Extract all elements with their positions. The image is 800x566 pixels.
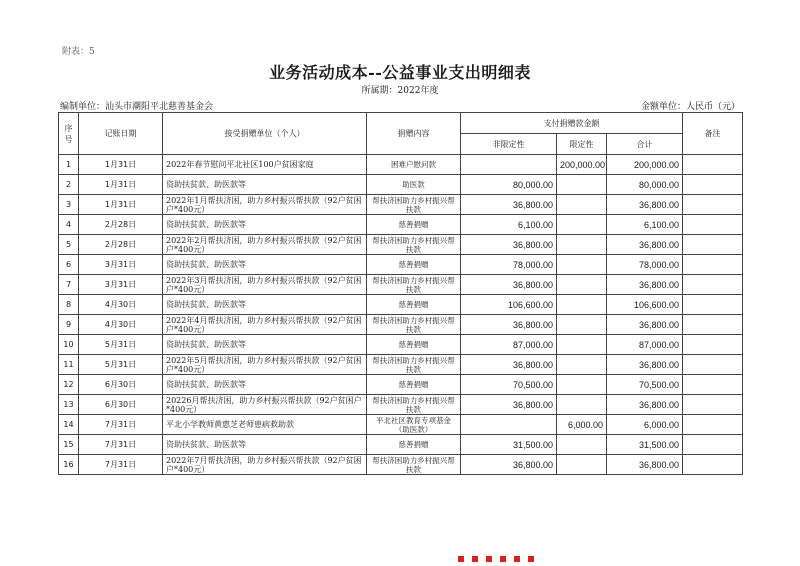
row-recipient: 资助扶贫款、助医款等 [163, 215, 367, 235]
col-header-recipient: 接受捐赠单位（个人） [163, 113, 367, 155]
row-restricted [557, 395, 607, 415]
expense-table [58, 112, 743, 475]
row-date: 5月31日 [79, 355, 163, 375]
row-restricted [557, 175, 607, 195]
row-non-restricted: 36,800.00 [461, 195, 557, 215]
table-row [59, 375, 743, 395]
row-total: 31,500.00 [607, 435, 683, 455]
row-content: 慈善捐赠 [367, 215, 461, 235]
row-restricted [557, 435, 607, 455]
row-non-restricted: 78,000.00 [461, 255, 557, 275]
row-recipient: 资助扶贫款、助医款等 [163, 175, 367, 195]
row-restricted [557, 315, 607, 335]
row-recipient: 2022年3月帮扶济困，助力乡村振兴帮扶款（92户贫困户*400元） [163, 275, 367, 295]
row-non-restricted [461, 415, 557, 435]
row-no: 16 [59, 455, 79, 475]
table-header-row-1 [59, 113, 743, 134]
row-restricted: 6,000.00 [557, 415, 607, 435]
row-no: 6 [59, 255, 79, 275]
row-remark [683, 335, 743, 355]
row-recipient: 20226月帮扶济困，助力乡村振兴帮扶款（92户贫困户*400元） [163, 395, 367, 415]
row-recipient: 资助扶贫款、助医款等 [163, 435, 367, 455]
row-no: 11 [59, 355, 79, 375]
row-date: 3月31日 [79, 255, 163, 275]
row-total: 87,000.00 [607, 335, 683, 355]
row-non-restricted: 31,500.00 [461, 435, 557, 455]
row-date: 4月30日 [79, 295, 163, 315]
row-recipient: 资助扶贫款、助医款等 [163, 335, 367, 355]
row-no: 9 [59, 315, 79, 335]
row-no: 14 [59, 415, 79, 435]
table-row [59, 195, 743, 215]
table-row [59, 335, 743, 355]
row-total: 36,800.00 [607, 275, 683, 295]
row-non-restricted: 36,800.00 [461, 315, 557, 335]
row-remark [683, 275, 743, 295]
row-no: 2 [59, 175, 79, 195]
row-non-restricted: 36,800.00 [461, 275, 557, 295]
table-row [59, 275, 743, 295]
row-restricted [557, 275, 607, 295]
row-content: 困难户慰问款 [367, 155, 461, 175]
row-non-restricted: 36,800.00 [461, 395, 557, 415]
row-restricted [557, 455, 607, 475]
row-remark [683, 295, 743, 315]
row-remark [683, 255, 743, 275]
row-total: 70,500.00 [607, 375, 683, 395]
row-non-restricted [461, 155, 557, 175]
row-recipient: 资助扶贫款、助医款等 [163, 375, 367, 395]
row-non-restricted: 36,800.00 [461, 455, 557, 475]
col-header-content: 捐赠内容 [367, 113, 461, 155]
table-row [59, 155, 743, 175]
row-date: 7月31日 [79, 415, 163, 435]
table-row [59, 435, 743, 455]
row-total: 36,800.00 [607, 355, 683, 375]
row-remark [683, 315, 743, 335]
row-content: 慈善捐赠 [367, 255, 461, 275]
row-remark [683, 395, 743, 415]
row-non-restricted: 70,500.00 [461, 375, 557, 395]
row-remark [683, 175, 743, 195]
attachment-label: 附表：5 [62, 47, 95, 57]
table-row [59, 255, 743, 275]
row-restricted [557, 335, 607, 355]
row-restricted [557, 295, 607, 315]
row-no: 12 [59, 375, 79, 395]
row-remark [683, 415, 743, 435]
row-no: 10 [59, 335, 79, 355]
row-non-restricted: 36,800.00 [461, 235, 557, 255]
row-recipient: 2022年5月帮扶济困，助力乡村振兴帮扶款（92户贫困户*400元） [163, 355, 367, 375]
row-no: 5 [59, 235, 79, 255]
row-no: 7 [59, 275, 79, 295]
row-total: 36,800.00 [607, 235, 683, 255]
table-row [59, 175, 743, 195]
row-remark [683, 355, 743, 375]
col-header-total: 合计 [607, 134, 683, 155]
row-total: 200,000.00 [607, 155, 683, 175]
red-stamp-mark [458, 556, 538, 562]
page-title: 业务活动成本--公益事业支出明细表 [269, 63, 531, 82]
table-row [59, 295, 743, 315]
col-header-restricted: 限定性 [557, 134, 607, 155]
row-content: 慈善捐赠 [367, 295, 461, 315]
col-header-date: 记账日期 [79, 113, 163, 155]
row-remark [683, 455, 743, 475]
row-date: 7月31日 [79, 455, 163, 475]
row-restricted [557, 375, 607, 395]
row-content: 帮扶济困助力乡村振兴帮扶款 [367, 195, 461, 215]
row-no: 1 [59, 155, 79, 175]
row-date: 2月28日 [79, 235, 163, 255]
row-content: 帮扶济困助力乡村振兴帮扶款 [367, 355, 461, 375]
row-no: 3 [59, 195, 79, 215]
row-total: 6,000.00 [607, 415, 683, 435]
row-no: 13 [59, 395, 79, 415]
row-total: 36,800.00 [607, 395, 683, 415]
table-body [59, 155, 743, 475]
row-date: 1月31日 [79, 155, 163, 175]
row-recipient: 资助扶贫款、助医款等 [163, 255, 367, 275]
row-non-restricted: 106,600.00 [461, 295, 557, 315]
row-date: 1月31日 [79, 195, 163, 215]
row-total: 6,100.00 [607, 215, 683, 235]
row-recipient: 2022年1月帮扶济困，助力乡村振兴帮扶款（92户贫困户*400元） [163, 195, 367, 215]
row-content: 慈善捐赠 [367, 435, 461, 455]
row-date: 2月28日 [79, 215, 163, 235]
row-content: 慈善捐赠 [367, 375, 461, 395]
row-remark [683, 155, 743, 175]
table-row [59, 415, 743, 435]
row-content: 帮扶济困助力乡村振兴帮扶款 [367, 275, 461, 295]
row-restricted [557, 255, 607, 275]
row-restricted [557, 235, 607, 255]
row-date: 5月31日 [79, 335, 163, 355]
row-content: 帮扶济困助力乡村振兴帮扶款 [367, 235, 461, 255]
org-label: 编制单位：汕头市潮阳平北慈善基金会 [60, 102, 214, 112]
row-non-restricted: 80,000.00 [461, 175, 557, 195]
row-remark [683, 375, 743, 395]
row-date: 6月30日 [79, 395, 163, 415]
col-header-amount-group: 支付捐赠款金额 [461, 113, 683, 134]
row-restricted [557, 195, 607, 215]
row-restricted [557, 215, 607, 235]
table-row [59, 395, 743, 415]
row-content: 平北社区教育专项基金（助医款） [367, 415, 461, 435]
row-recipient: 2022年2月帮扶济困，助力乡村振兴帮扶款（92户贫困户*400元） [163, 235, 367, 255]
currency-label: 金额单位：人民币（元） [640, 102, 740, 112]
row-date: 1月31日 [79, 175, 163, 195]
row-remark [683, 215, 743, 235]
row-content: 帮扶济困助力乡村振兴帮扶款 [367, 315, 461, 335]
row-total: 36,800.00 [607, 315, 683, 335]
row-content: 慈善捐赠 [367, 335, 461, 355]
table-row [59, 355, 743, 375]
row-content: 帮扶济困助力乡村振兴帮扶款 [367, 455, 461, 475]
row-non-restricted: 6,100.00 [461, 215, 557, 235]
row-no: 8 [59, 295, 79, 315]
row-total: 80,000.00 [607, 175, 683, 195]
row-content: 助医款 [367, 175, 461, 195]
row-non-restricted: 87,000.00 [461, 335, 557, 355]
table-row [59, 235, 743, 255]
row-restricted: 200,000.00 [557, 155, 607, 175]
row-recipient: 平北小学教师黄惠芝老师患病救助款 [163, 415, 367, 435]
col-header-remark: 备注 [683, 113, 743, 155]
row-remark [683, 235, 743, 255]
row-restricted [557, 355, 607, 375]
row-total: 36,800.00 [607, 455, 683, 475]
row-date: 7月31日 [79, 435, 163, 455]
col-header-non-restricted: 非限定性 [461, 134, 557, 155]
table-row [59, 215, 743, 235]
row-recipient: 2022年春节慰问平北社区100户贫困家庭 [163, 155, 367, 175]
row-non-restricted: 36,800.00 [461, 355, 557, 375]
row-total: 78,000.00 [607, 255, 683, 275]
row-recipient: 资助扶贫款、助医款等 [163, 295, 367, 315]
period-label: 所属期：2022年度 [361, 86, 439, 96]
row-remark [683, 195, 743, 215]
col-header-no: 序号 [59, 113, 79, 155]
table-row [59, 315, 743, 335]
row-no: 4 [59, 215, 79, 235]
row-remark [683, 435, 743, 455]
table-row [59, 455, 743, 475]
row-total: 36,800.00 [607, 195, 683, 215]
row-content: 帮扶济困助力乡村振兴帮扶款 [367, 395, 461, 415]
row-date: 4月30日 [79, 315, 163, 335]
row-date: 6月30日 [79, 375, 163, 395]
row-total: 106,600.00 [607, 295, 683, 315]
row-recipient: 2022年7月帮扶济困，助力乡村振兴帮扶款（92户贫困户*400元） [163, 455, 367, 475]
row-date: 3月31日 [79, 275, 163, 295]
row-recipient: 2022年4月帮扶济困，助力乡村振兴帮扶款（92户贫困户*400元） [163, 315, 367, 335]
row-no: 15 [59, 435, 79, 455]
